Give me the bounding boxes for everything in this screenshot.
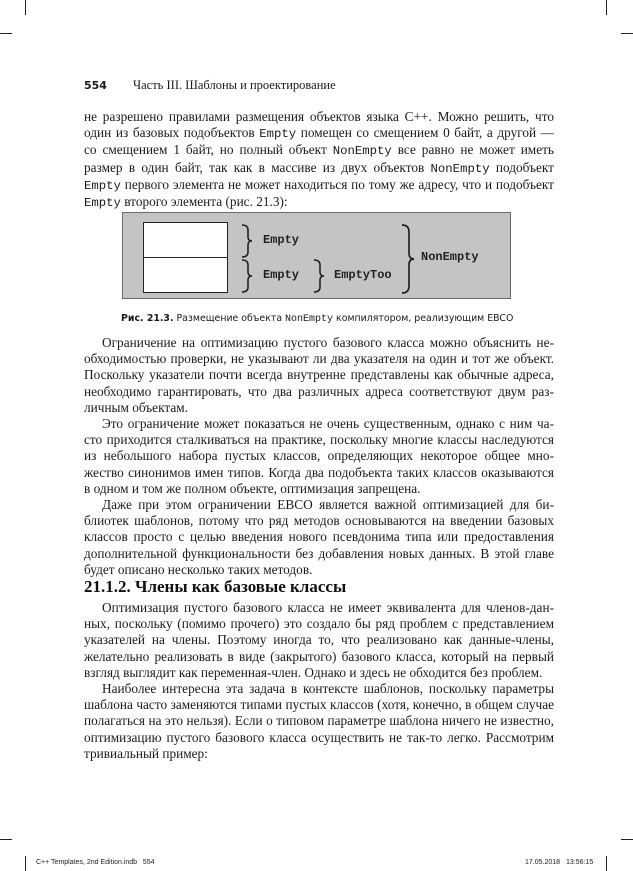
paragraph: Ограничение на оптимизацию пустого базового класса можно объяснить необходимостью проверки, не указывают ли два указателя на один и тот же объект. Поскольку указатели почти всегда внутренне представлены как обычные адреса, необходимо гарантировать, что два различных адреса соответствуют двум различным объектам.	[84, 335, 554, 415]
inline-code: Empty	[259, 127, 297, 142]
text-run: не разрешено правилами размещения объектов языка C++. Можно решить, что один из базовых подобъектов	[84, 109, 554, 141]
section-heading: 21.1.2. Члены как базовые классы	[84, 577, 347, 596]
figure-21-3	[122, 212, 511, 299]
caption-text: компилятором, реализующим EBCO	[333, 313, 514, 324]
text-run: второго элемента (рис. 21.3):	[120, 194, 288, 210]
crop-mark-top-left-vertical	[25, 0, 26, 15]
text-run: подобъект	[489, 159, 554, 175]
paragraph: Даже при этом ограничении EBCO является важной оптимизацией для библиотек шаблонов, потому что ряд методов основываются на введении базовых классов просто с целью введения нового псевдонима типа или предоставления дополнительной функциональности без добавления новых данных. В этой главе будет описано несколько таких методов.	[84, 497, 554, 577]
memory-cell-top	[143, 222, 228, 258]
crop-mark-top-right-horizontal	[621, 33, 633, 34]
label-empty-bottom: Empty	[263, 268, 300, 282]
footer-date: 17.05.2018	[525, 859, 561, 866]
text-run: первого элемента не может находиться по тому же адресу, что и подобъект	[120, 176, 554, 192]
caption-number: Рис. 21.3.	[121, 313, 174, 324]
caption-text: Размещение объекта	[173, 313, 286, 324]
text-run: все равно не может иметь размер в один байт, так как в массиве из двух объектов	[84, 142, 554, 175]
section-text-2	[84, 600, 554, 762]
brace-icon-emptytoo	[312, 259, 326, 293]
footer-file: C++ Templates, 2nd Edition.indb 554	[36, 859, 155, 866]
paragraph: Это ограничение может показаться не очень существенным, однако с ним часто приходится сталкиваться на практике, поскольку многие классы наследуются из небольшого набора пустых классов, определяющих некоторое общее множество синонимов имен типов. Когда два подобъекта таких классов оказываются в одном и том же полном объекте, оптимизация запрещена.	[84, 416, 554, 496]
paragraph	[84, 109, 554, 211]
crop-mark-top-right-vertical	[606, 0, 607, 15]
brace-icon-nonempty	[400, 224, 416, 294]
crop-mark-bottom-right-vertical	[606, 856, 607, 871]
caption-code: NonEmpty	[285, 314, 334, 325]
page-header	[84, 78, 336, 93]
crop-mark-bottom-left-horizontal	[0, 839, 12, 840]
inline-code: NonEmpty	[430, 161, 490, 176]
label-empty-top: Empty	[263, 233, 300, 247]
figure-caption	[121, 313, 513, 325]
brace-icon-empty-bottom	[240, 259, 254, 293]
footer-time: 13:56:15	[566, 859, 594, 866]
text-run: помещен со смещением 0 байт, а другой — со смещением 1 байт, но полный объект	[84, 125, 554, 158]
inline-code: Empty	[84, 178, 121, 193]
label-nonempty: NonEmpty	[421, 250, 479, 264]
running-head: Часть III. Шаблоны и проектирование	[133, 78, 336, 92]
memory-cell-bottom	[143, 257, 228, 293]
paragraph: Оптимизация пустого базового класса не имеет эквивалента для членов-данных, поскольку (помимо прочего) это создало бы ряд проблем с представлением указателей на члены. Поэтому иногда то, что реализовано как данные-члены, желательно реализовать в виде (закрытого) базового класса, который на первый взгляд выглядит как переменная-член. Однако и здесь не обходится без проблем.	[84, 600, 554, 680]
label-emptytoo: EmptyToo	[334, 268, 392, 282]
inline-code: Empty	[84, 196, 121, 211]
crop-mark-top-left-horizontal	[0, 33, 12, 34]
intro-text	[84, 109, 554, 211]
inline-code: NonEmpty	[332, 144, 392, 159]
section-text-1	[84, 335, 554, 578]
crop-mark-bottom-right-horizontal	[621, 839, 633, 840]
brace-icon-empty-top	[240, 224, 254, 258]
page-number: 554	[84, 79, 107, 92]
paragraph: Наиболее интересна эта задача в контексте шаблонов, поскольку параметры шаблона часто заменяются типами пустых классов (хотя, конечно, в общем случае полагаться на это нельзя). Если о типовом параметре шаблона ничего не известно, оптимизацию пустого базового класса осуществить не так-то легко. Рассмотрим тривиальный пример:	[84, 681, 554, 761]
crop-mark-bottom-left-vertical	[25, 856, 26, 871]
